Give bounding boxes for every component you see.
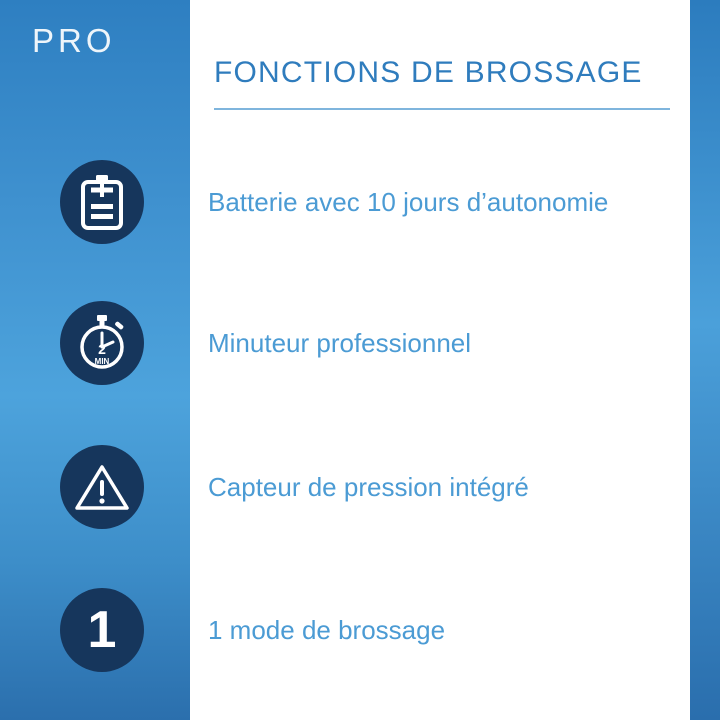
feature-row [60, 432, 680, 542]
timer-minutes-value: 2 [98, 341, 106, 357]
page-title: FONCTIONS DE BROSSAGE [214, 56, 643, 89]
number-one-icon [60, 588, 144, 672]
feature-row [60, 288, 680, 398]
feature-row [60, 575, 680, 685]
pressure-warning-icon [60, 445, 144, 529]
feature-label: 1 mode de brossage [208, 614, 446, 645]
brand-label: PRO [32, 22, 116, 59]
feature-label: Minuteur professionnel [208, 327, 472, 358]
feature-label: Capteur de pression intégré [208, 471, 529, 502]
mode-count-value: 1 [87, 601, 117, 659]
right-blue-strip [690, 0, 720, 720]
timer-minutes-unit: MIN [94, 357, 110, 366]
feature-row [60, 147, 680, 257]
battery-icon [60, 160, 144, 244]
feature-label: Batterie avec 10 jours d’autonomie [208, 186, 609, 217]
timer-2min-icon [60, 301, 144, 385]
title-divider [214, 108, 670, 110]
